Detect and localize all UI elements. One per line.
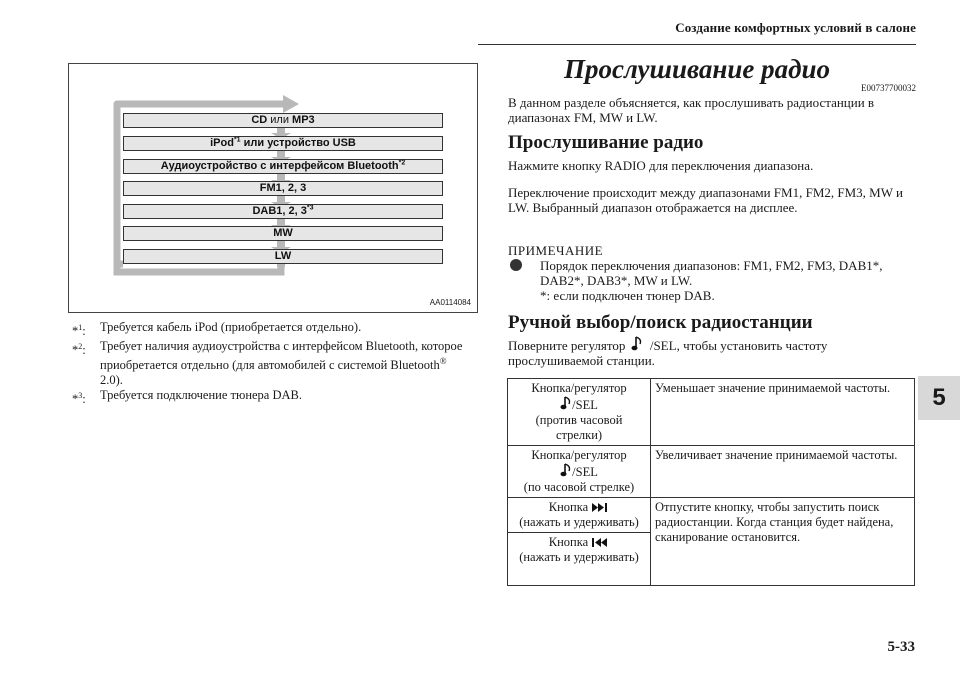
note-label: ПРИМЕЧАНИЕ: [508, 243, 604, 258]
running-header: Создание комфортных условий в салоне: [675, 20, 916, 35]
mode-ipod-usb: iPod$^{*1}$ или устройство USB: [123, 136, 443, 151]
music-note-icon: [560, 396, 572, 411]
controls-table: [507, 378, 915, 586]
table-row: [508, 379, 915, 446]
footnote-1: *$^1$: Требуется кабель iPod (приобретается отдельно).: [72, 320, 362, 339]
page-number: 5-33: [887, 639, 915, 655]
header-rule: [478, 44, 916, 45]
page-title: Прослушивание радио: [563, 54, 830, 84]
paragraph-radio-button: Нажмите кнопку RADIO для переключения диапазона.: [508, 158, 814, 173]
seek-backward-icon: [591, 537, 609, 548]
table-cell-value: Уменьшает значение принимаемой частоты.: [651, 379, 915, 446]
table-cell-value: Отпустите кнопку, чтобы запустить поиск радиостанции. Когда станция будет найдена, сканирование остановится.: [651, 498, 915, 586]
table-cell-key: Кнопка (нажать и удерживать): [508, 533, 651, 586]
note-text: Порядок переключения диапазонов: FM1, FM2, FM3, DAB1*, DAB2*, DAB3*, MW и LW.: [540, 258, 883, 288]
note-subtext: *: если подключен тюнер DAB.: [540, 288, 715, 303]
intro-paragraph: В данном разделе объясняется, как прослушивать радиостанции в диапазонах FM, MW и LW.: [508, 95, 875, 125]
band-order-diagram: [68, 63, 478, 313]
table-row: [508, 446, 915, 498]
paragraph-band-switch: Переключение происходит между диапазонами FM1, FM2, FM3, MW и LW. Выбранный диапазон отображается на дисплее.: [508, 185, 903, 215]
bullet-icon: [510, 259, 522, 271]
mode-dab: DAB1, 2, 3$^{*3}$: [123, 204, 443, 219]
music-note-icon: [631, 336, 645, 352]
chapter-tab: 5: [918, 376, 960, 420]
paragraph-tuning-knob: Поверните регулятор /SEL, чтобы установить частоту прослушиваемой станции.: [508, 338, 828, 368]
footnotes: [72, 320, 472, 407]
table-row: [508, 498, 915, 533]
heading-manual-tuning: Ручной выбор/поиск радиостанции: [508, 312, 813, 333]
footnote-2: *$^2$: Требует наличия аудиоустройства с интерфейсом Bluetooth, которое приобретается отдельно (для автомобилей с системой Bluetooth® 2.0).: [72, 339, 463, 388]
footnote-3: *$^3$: Требуется подключение тюнера DAB.: [72, 388, 302, 407]
mode-lw: LW: [123, 249, 443, 264]
mode-bluetooth-audio: Аудиоустройство с интерфейсом Bluetooth$^{*2}$: [123, 159, 443, 174]
table-cell-key: Кнопка/регулятор /SEL (по часовой стрелке): [508, 446, 651, 498]
mode-mw: MW: [123, 226, 443, 241]
mode-cd-mp3: CD или MP3: [123, 113, 443, 128]
table-cell-value: Увеличивает значение принимаемой частоты.: [651, 446, 915, 498]
table-cell-key: Кнопка (нажать и удерживать): [508, 498, 651, 533]
music-note-icon: [560, 463, 572, 478]
heading-listening: Прослушивание радио: [508, 132, 704, 153]
image-code: AA0114084: [429, 298, 471, 307]
mode-fm: FM1, 2, 3: [123, 181, 443, 196]
seek-forward-icon: [591, 502, 609, 513]
table-cell-key: Кнопка/регулятор /SEL (против часовой стрелки): [508, 379, 651, 446]
section-code: E00737700032: [861, 83, 916, 93]
